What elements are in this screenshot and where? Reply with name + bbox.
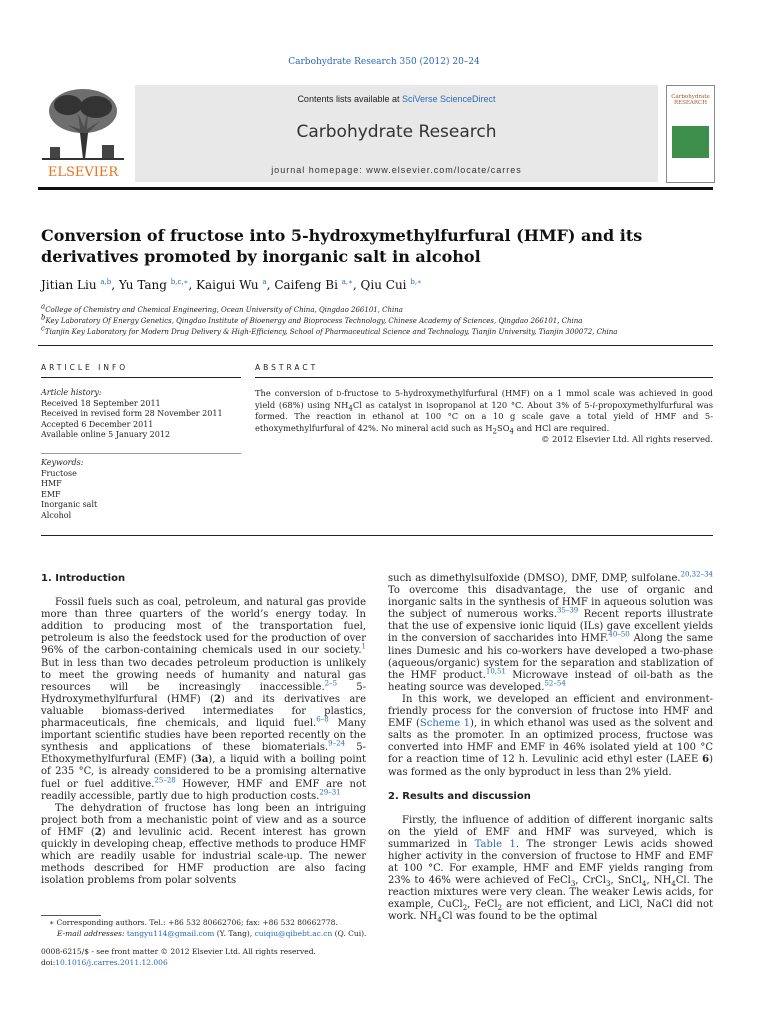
info-divider xyxy=(41,377,241,378)
author-affiliation-marks[interactable]: a xyxy=(262,278,267,286)
keywords-divider xyxy=(41,453,241,454)
section-divider xyxy=(38,345,713,346)
right-column xyxy=(388,570,714,925)
history-item: Accepted 6 December 2011 xyxy=(41,419,154,429)
abstract-body: The conversion of d-fructose to 5-hydroxymethylfurfural (HMF) on a 1 mmol scale was achieved in good yield (68%) using $NH_4Cl$ as catalyst in isopropanol at 120 °C. About 3% of 5-i-propoxymethylfurfural was formed. The reaction in ethanol at 100 °C on a 10 g scale gave a total yield of HMF and 5-ethoxymethylfurfural of 42%. No mineral acid such as $H_2SO_4$ and HCl are required. xyxy=(255,388,713,436)
paragraph: The dehydration of fructose has long been an intriguing project both from a mechanistic point of view and as a source of HMF (2) and levulinic acid. Recent interest has grown quickly in developing cheap, effective methods to produce HMF which are readily usable for industrial scale-up. The newer methods described for HMF production are also facing isolation problems from polar solvents xyxy=(41,802,366,887)
author-affiliation-marks[interactable]: a,b xyxy=(100,278,112,286)
elsevier-logo xyxy=(38,85,128,185)
paragraph: Firstly, the influence of addition of different inorganic salts on the yield of EMF and HMF was surveyed, which is summarized in Table 1. The stronger Lewis acids showed higher activity in the conversion of fructose to HMF and EMF at 100 °C. For example, HMF and EMF yields ranging from 23% to 46% were achieved of FeCl$_3$, CrCl$_3$, SnCl$_4$, $NH_4Cl$. The reaction mixtures were very clean. The weaker Lewis acids, for example, CuCl$_2$, FeCl$_2$ are not efficient, and LiCl, NaCl did not work. $NH_4Cl$ was found to be the optimal xyxy=(388,814,714,925)
author-list: Jitian Liu $^{a,b}$, Yu Tang $^{b,c,∗}$, Kaigui Wu $^a$, Caifeng Bi $^{a,∗}$, Qiu Cui $^{b,∗}$ xyxy=(41,278,422,292)
author-name: Jitian Liu xyxy=(41,278,97,292)
header-divider xyxy=(38,187,713,190)
footnotes xyxy=(41,917,371,968)
journal-homepage: journal homepage: www.elsevier.com/locate/carres xyxy=(271,165,522,175)
doi-link[interactable]: 10.1016/j.carres.2011.12.006 xyxy=(55,958,168,967)
author-affiliation-marks[interactable]: a,∗ xyxy=(341,278,353,286)
keywords-label: Keywords: xyxy=(41,458,84,467)
keyword-item: Fructose xyxy=(41,468,77,478)
corresponding-note: ∗ Corresponding authors. Tel.: +86 532 80662706; fax: +86 532 80662778. xyxy=(49,918,338,927)
affiliations xyxy=(41,302,721,338)
keyword-item: EMF xyxy=(41,489,61,499)
author-name: Qiu Cui xyxy=(360,278,407,292)
homepage-link[interactable]: www.elsevier.com/locate/carres xyxy=(366,165,522,175)
doi-line: doi:10.1016/j.carres.2011.12.006 xyxy=(41,958,168,967)
history-item: Received 18 September 2011 xyxy=(41,398,161,408)
author-name: Caifeng Bi xyxy=(274,278,338,292)
journal-banner xyxy=(38,85,713,186)
history-item: Available online 5 January 2012 xyxy=(41,430,171,439)
sciencedirect-link[interactable]: SciVerse ScienceDirect xyxy=(402,94,496,104)
affiliation-item: aCollege of Chemistry and Chemical Engineering, Ocean University of China, Qingdao 266101, China xyxy=(41,302,403,314)
journal-citation[interactable]: Carbohydrate Research 350 (2012) 20–24 xyxy=(288,57,480,67)
keyword-item: HMF xyxy=(41,479,62,488)
abstract-end-divider xyxy=(41,535,713,536)
paragraph: such as dimethylsulfoxide (DMSO), DMF, DMP, sulfolane.$^{20,32-34}$ To overcome this disadvantage, the use of organic and inorganic salts in the synthesis of HMF in aqueous solution was the subject of numerous works.$^{35-39}$ Recent reports illustrate that the use of expensive ionic liquid (ILs) gave excellent yields in the conversion of saccharides into HMF.$^{40-50}$ Along the same lines Dumesic and his co-workers have developed a two-phase (aqueous/organic) system for the separation and stablization of the HMF product.$^{10,51}$ Microwave instead of oil-bath as the heating source was developed.$^{52-54}$ xyxy=(388,570,713,693)
author-name: Yu Tang xyxy=(118,278,167,292)
abstract-heading: ABSTRACT xyxy=(255,363,319,372)
front-matter: 0008-6215/$ - see front matter © 2012 Elsevier Ltd. All rights reserved. xyxy=(41,947,316,956)
keyword-item: Alcohol xyxy=(41,510,72,520)
email-link[interactable]: cuiqiu@qibebt.ac.cn xyxy=(254,929,333,938)
cover-title: Carbohydrate RESEARCH xyxy=(671,94,710,106)
footnote-divider xyxy=(41,915,101,916)
article-info-heading: ARTICLE INFO xyxy=(41,363,129,372)
copyright-notice: © 2012 Elsevier Ltd. All rights reserved. xyxy=(541,434,713,444)
author-affiliation-marks[interactable]: b,∗ xyxy=(410,278,422,286)
paragraph: In this work, we developed an efficient and environment-friendly process for the conversion of fructose into HMF and EMF (Scheme 1), in which ethanol was used as the solvent and salts as the promoter. In an optimized process, fructose was converted into HMF and EMF in 46% isolated yield at 100 °C for a reaction time of 12 h. Levulinic acid ethyl ester (LAEE 6) was formed as the only byproduct in less than 2% yield. xyxy=(388,693,713,778)
email-link[interactable]: tangyu114@gmail.com xyxy=(126,929,215,938)
email-note: E-mail addresses: tangyu114@gmail.com (Y. Tang), cuiqiu@qibebt.ac.cn (Q. Cui). xyxy=(57,929,367,938)
paragraph: Fossil fuels such as coal, petroleum, and natural gas provide more than three quarters of the world’s energy today. In addition to producing most of the transportation fuel, petroleum is also the feedstock used for the production of over 96% of the carbon-containing chemicals used in our society.$^1$ But in less than two decades petroleum production is unlikely to meet the growing needs of humanity and natural gas resources will be increasingly inaccessible.$^{2-5}$ 5-Hydroxymethylfurfural (HMF) (2) and its derivatives are valuable biomass-derived intermediates for plastics, pharmaceuticals, fine chemicals, and liquid fuel.$^{6-8}$ Many important scientific studies have been reported recently on the synthesis and applications of these biomaterials.$^{9-24}$ 5-Ethoxymethylfurfural (EMF) (3a), a liquid with a boiling point of 235 °C, is already considered to be a promising alternative fuel or fuel additive.$^{25-28}$ However, HMF and EMF are not readily accessible, partly due to high production costs.$^{29-31}$ xyxy=(41,597,367,802)
keywords xyxy=(41,458,241,521)
contents-line: Contents lists available at SciVerse ScienceDirect xyxy=(297,94,496,104)
journal-header-box xyxy=(135,85,658,182)
abstract-text xyxy=(255,388,713,446)
cover-graphic xyxy=(672,126,709,158)
left-column xyxy=(41,573,366,887)
section-heading-introduction: 1. Introduction xyxy=(41,573,126,584)
history-item: Received in revised form 28 November 2011 xyxy=(41,409,223,418)
affiliation-item: cTianjin Key Laboratory for Modern Drug Delivery & High-Efficiency, School of Pharmaceutical Science and Technology, Tianjin University, Tianjin 300072, China xyxy=(41,324,618,336)
keyword-item: Inorganic salt xyxy=(41,500,98,509)
affiliation-item: bKey Laboratory Of Energy Genetics, Qingdao Institute of Bioenergy and Bioprocess Technology, Chinese Academy of Sciences, Qingdao 266101, China xyxy=(41,313,583,325)
history-label: Article history: xyxy=(41,388,102,397)
author-name: Kaigui Wu xyxy=(196,278,259,292)
section-heading-results: 2. Results and discussion xyxy=(388,790,531,802)
publisher-name: ELSEVIER xyxy=(47,165,119,180)
author-affiliation-marks[interactable]: b,c,∗ xyxy=(170,278,189,286)
article-title: Conversion of fructose into 5-hydroxymethylfurfural (HMF) and its derivatives promoted by inorganic salt in alcohol xyxy=(41,226,643,266)
journal-cover-image xyxy=(666,85,715,183)
journal-title: Carbohydrate Research xyxy=(296,122,497,142)
abstract-divider xyxy=(255,377,713,378)
article-history xyxy=(41,388,241,441)
